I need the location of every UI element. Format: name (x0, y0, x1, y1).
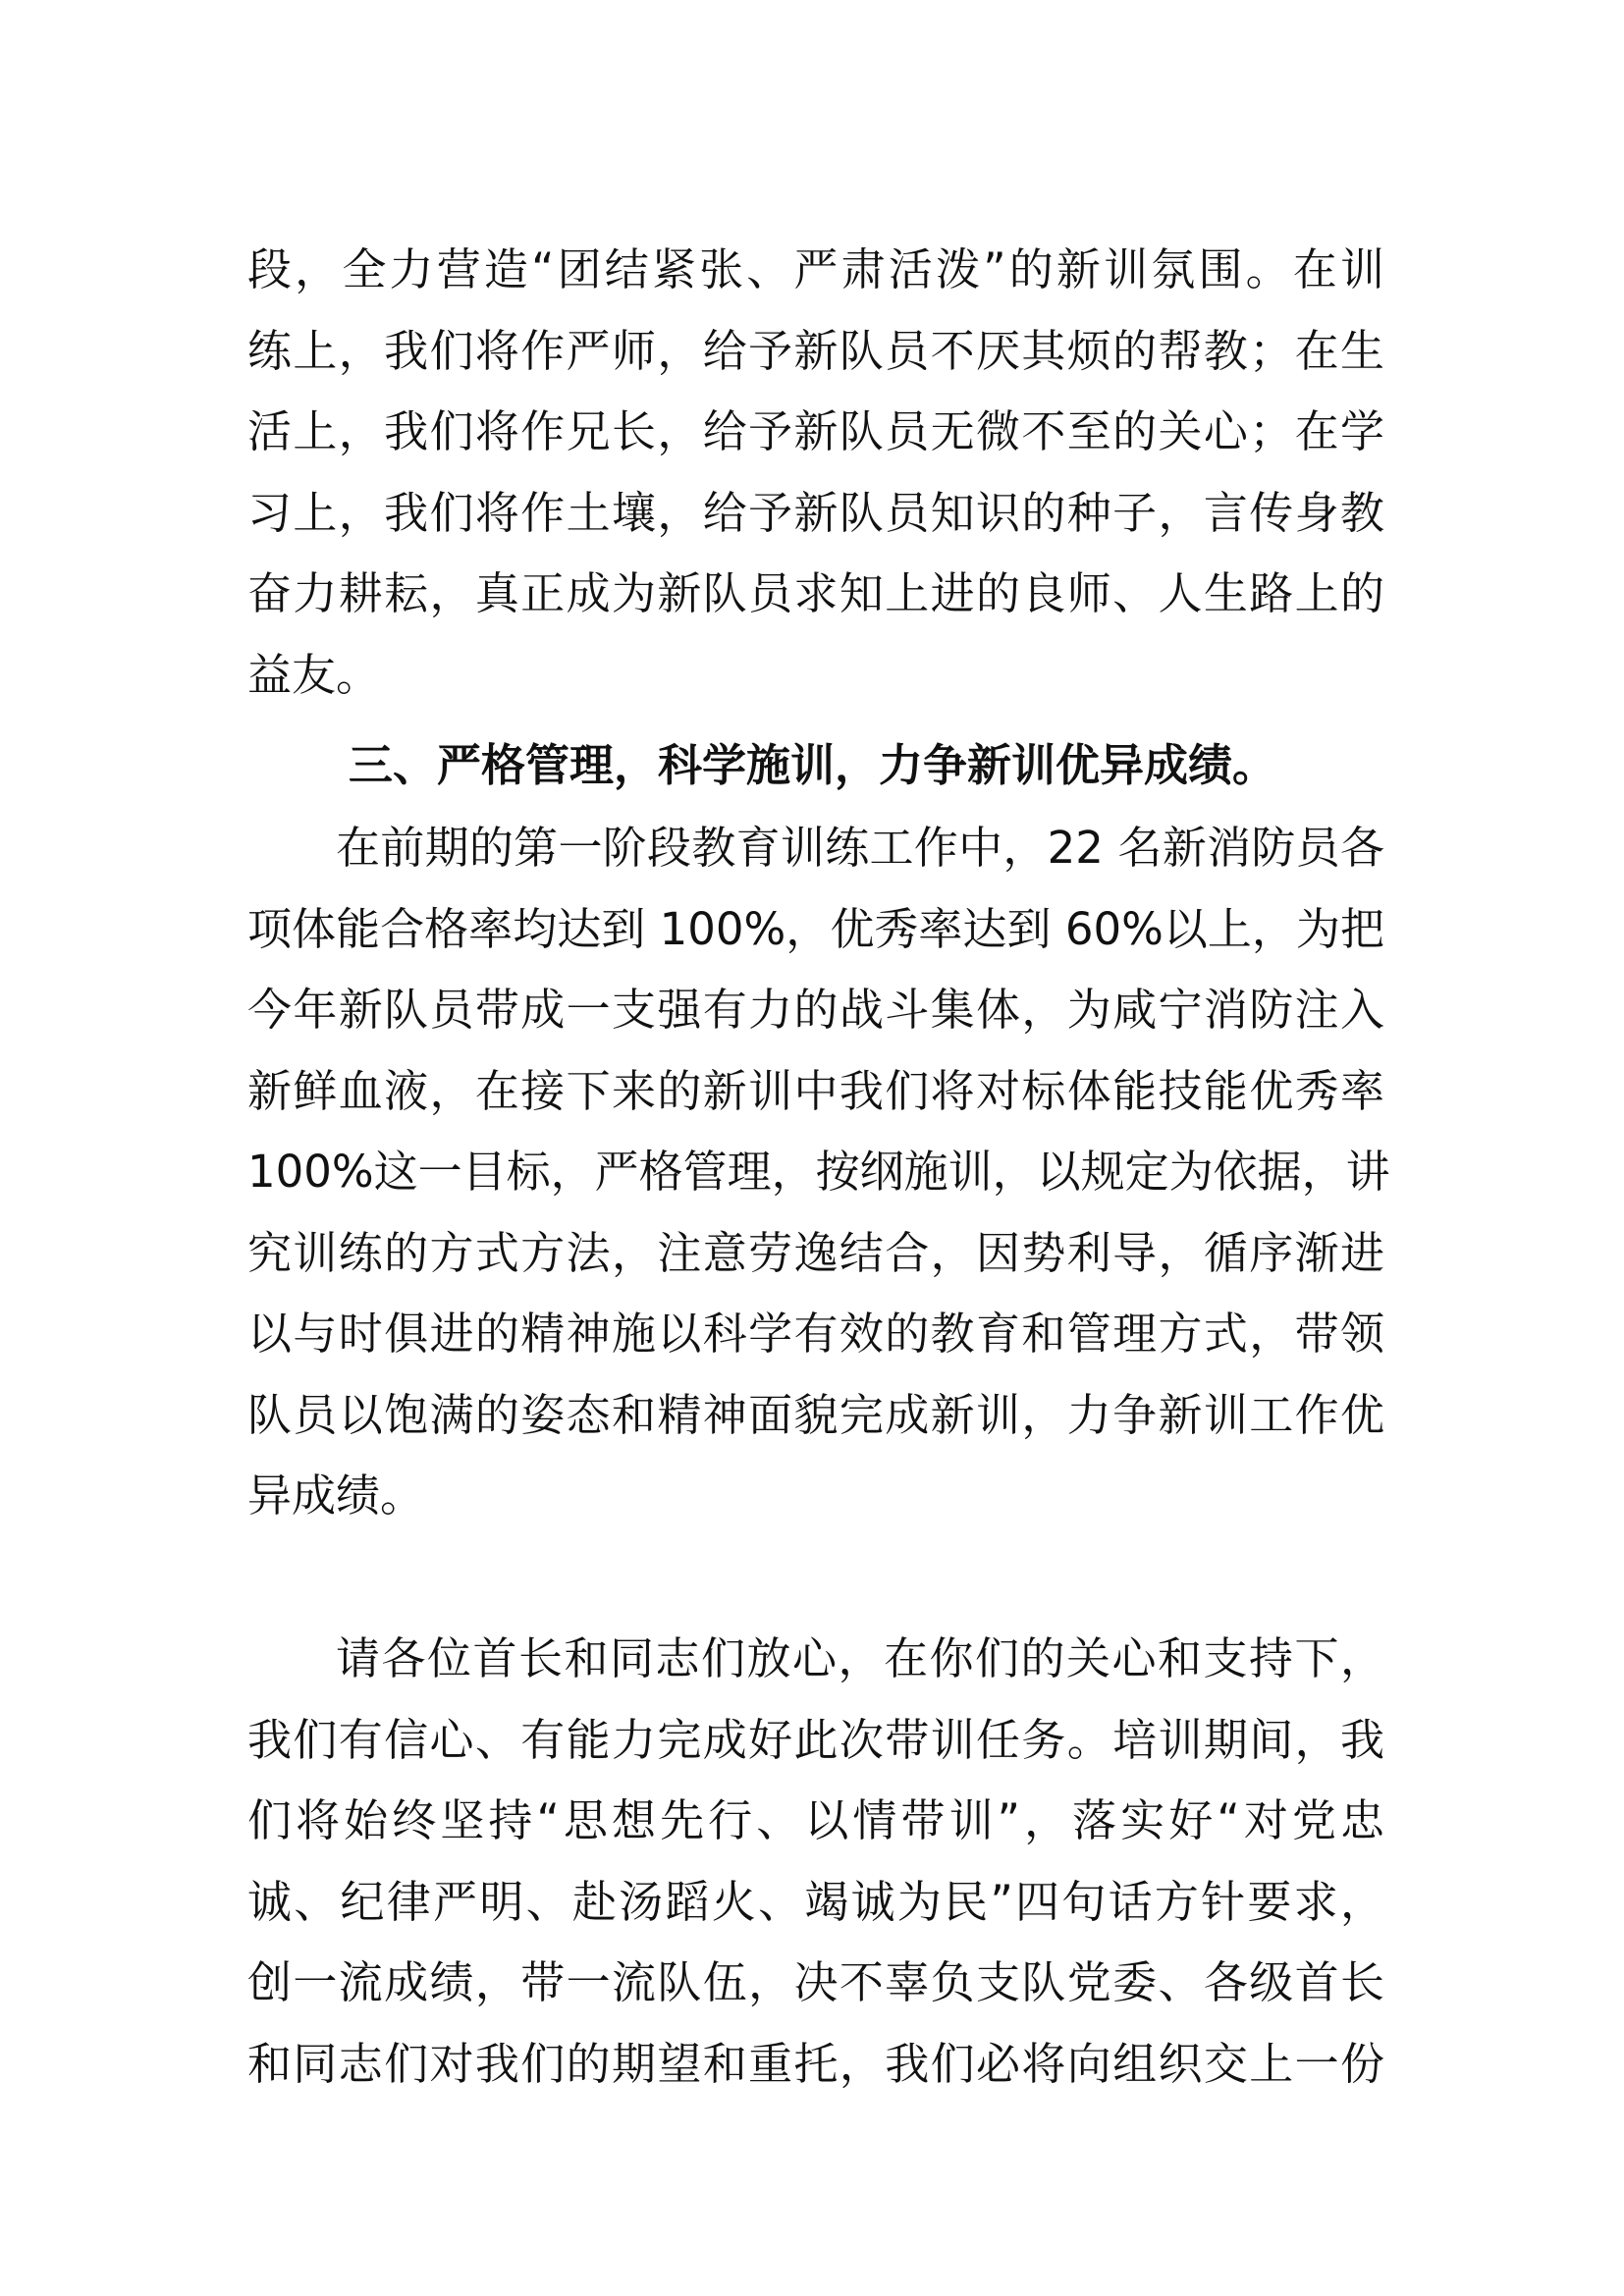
text-line: 们将始终坚持“思想先行、以情带训”，落实好“对党忠 (247, 1794, 1384, 1846)
text-line: 益友。 (247, 648, 381, 701)
text-line: 我们有信心、有能力完成好此次带训任务。培训期间，我 (247, 1713, 1384, 1766)
text-line: 队员以饱满的姿态和精神面貌完成新训，力争新训工作优 (247, 1388, 1384, 1441)
section-heading: 三、严格管理，科学施训，力争新训优异成绩。 (349, 739, 1277, 791)
text-line: 和同志们对我们的期望和重托，我们必将向组织交上一份 (247, 2037, 1384, 2090)
text-line: 今年新队员带成一支强有力的战斗集体，为咸宁消防注入 (247, 984, 1384, 1036)
text-line: 诚、纪律严明、赴汤蹈火、竭诚为民”四句话方针要求， (247, 1875, 1384, 1928)
text-line: 奋力耕耘，真正成为新队员求知上进的良师、人生路上的 (247, 567, 1384, 619)
text-line: 练上，我们将作严师，给予新队员不厌其烦的帮教；在生 (247, 324, 1384, 377)
text-line: 在前期的第一阶段教育训练工作中，22 名新消防员各 (336, 822, 1384, 874)
text-line: 新鲜血液，在接下来的新训中我们将对标体能技能优秀率 (247, 1064, 1384, 1117)
text-line: 段，全力营造“团结紧张、严肃活泼”的新训氛围。在训 (247, 243, 1384, 295)
text-line: 异成绩。 (247, 1469, 425, 1522)
text-line: 活上，我们将作兄长，给予新队员无微不至的关心；在学 (247, 405, 1384, 457)
text-line: 请各位首长和同志们放心，在你们的关心和支持下， (336, 1632, 1384, 1684)
text-line: 习上，我们将作土壤，给予新队员知识的种子，言传身教 (247, 486, 1384, 539)
text-line: 100%这一目标，严格管理，按纲施训，以规定为依据，讲 (247, 1146, 1390, 1198)
text-line: 究训练的方式方法，注意劳逸结合，因势利导，循序渐进 (247, 1226, 1384, 1279)
text-line: 以与时俱进的精神施以科学有效的教育和管理方式，带领 (247, 1308, 1384, 1360)
text-line: 创一流成绩，带一流队伍，决不辜负支队党委、各级首长 (247, 1956, 1384, 2008)
text-line: 项体能合格率均达到 100%，优秀率达到 60%以上，为把 (247, 902, 1384, 955)
